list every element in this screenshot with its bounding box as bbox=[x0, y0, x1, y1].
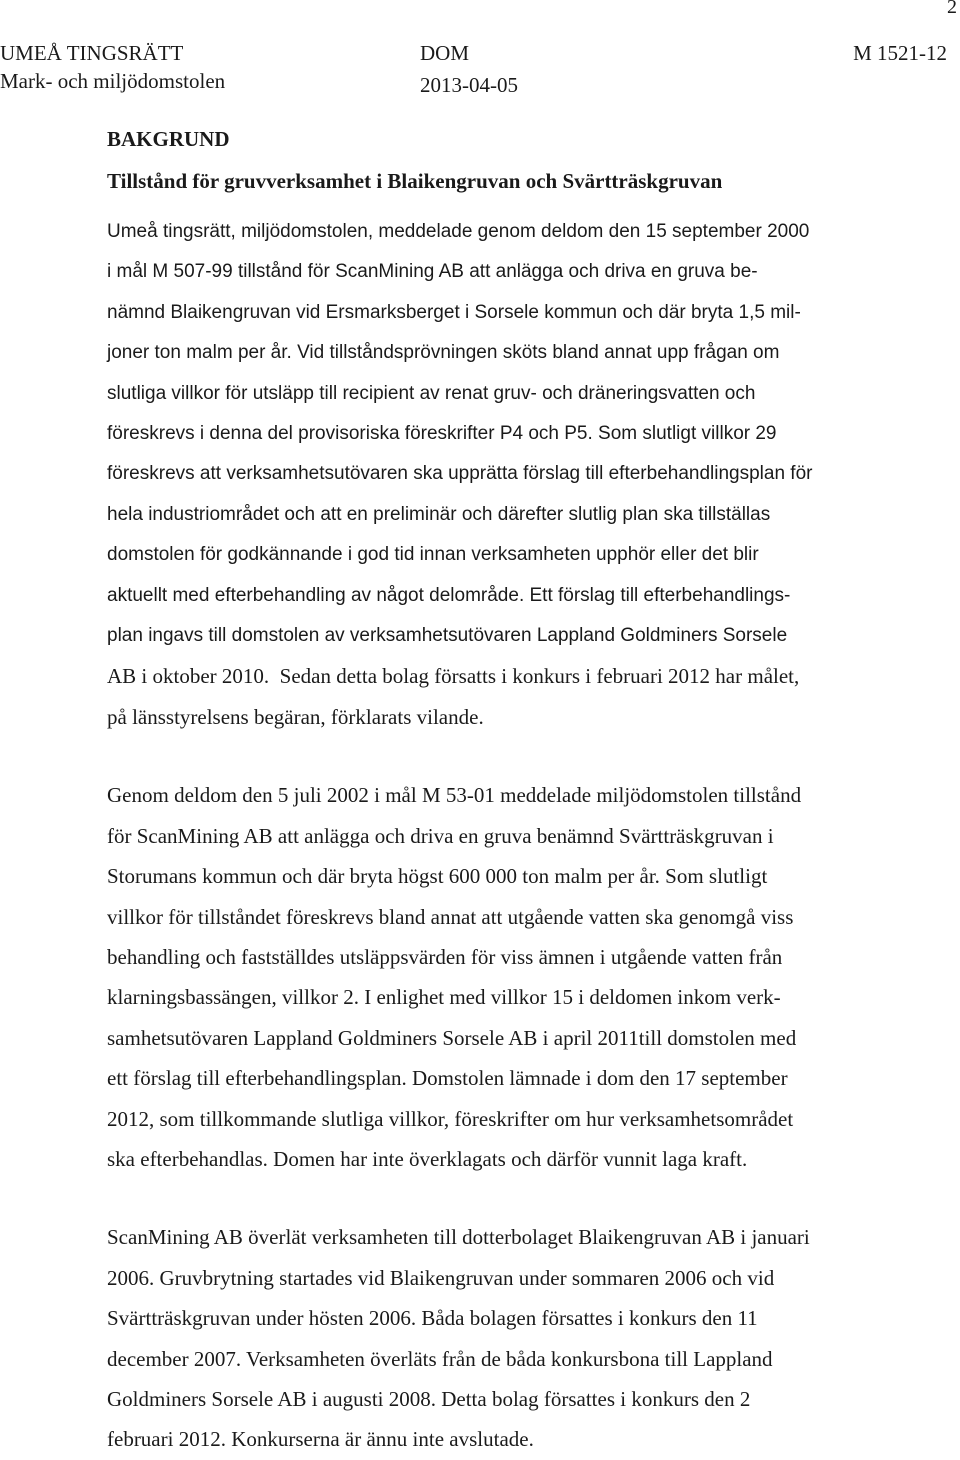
paragraph-line: villkor för tillståndet föreskrevs bland annat att utgående vatten ska genomgå viss bbox=[107, 904, 794, 929]
document-type: DOM bbox=[420, 41, 470, 65]
paragraph-1 bbox=[107, 212, 907, 737]
paragraph-line: för ScanMining AB att anlägga och driva en gruva benämnd Svärtträskgruvan i bbox=[107, 823, 774, 848]
paragraph-line: ska efterbehandlas. Domen har inte överklagats och därför vunnit laga kraft. bbox=[107, 1146, 748, 1171]
case-number: M 1521-12 bbox=[853, 41, 947, 65]
page-number: 2 bbox=[947, 0, 957, 18]
paragraph-line: ScanMining AB överlät verksamheten till dotterbolaget Blaikengruvan AB i januari bbox=[107, 1225, 810, 1250]
paragraph-line: joner ton malm per år. Vid tillståndsprövningen sköts bland annat upp frågan om bbox=[107, 342, 780, 364]
section-subheading: Tillstånd för gruvverksamhet i Blaikengruvan och Svärtträskgruvan bbox=[107, 169, 723, 193]
paragraph-line: domstolen för godkännande i god tid innan verksamheten upphör eller det blir bbox=[107, 544, 759, 566]
paragraph-line: hela industriområdet och att en preliminär och därefter slutlig plan ska tillställas bbox=[107, 503, 771, 525]
paragraph-line: Goldminers Sorsele AB i augusti 2008. Detta bolag försattes i konkurs den 2 bbox=[107, 1386, 751, 1411]
paragraph-line: AB i oktober 2010. Sedan detta bolag försatts i konkurs i februari 2012 har målet, bbox=[107, 664, 800, 689]
paragraph-line: föreskrevs att verksamhetsutövaren ska upprätta förslag till efterbehandlingsplan för bbox=[107, 463, 813, 485]
paragraph-line: 2012, som tillkommande slutliga villkor, föreskrifter om hur verksamhetsområdet bbox=[107, 1106, 794, 1131]
paragraph-line: december 2007. Verksamheten överläts från de båda konkursbona till Lappland bbox=[107, 1346, 773, 1371]
paragraph-line: Svärtträskgruvan under hösten 2006. Båda bolagen försattes i konkurs den 11 bbox=[107, 1306, 758, 1331]
paragraph-line: Genom deldom den 5 juli 2002 i mål M 53-01 meddelade miljödomstolen tillstånd bbox=[107, 783, 802, 808]
paragraph-line: ett förslag till efterbehandlingsplan. Domstolen lämnade i dom den 17 september bbox=[107, 1066, 788, 1091]
paragraph-line: föreskrevs i denna del provisoriska föreskrifter P4 och P5. Som slutligt villkor 29 bbox=[107, 423, 777, 445]
document-date: 2013-04-05 bbox=[420, 73, 518, 97]
paragraph-line: klarningsbassängen, villkor 2. I enlighet med villkor 15 i deldomen inkom verk- bbox=[107, 985, 781, 1010]
paragraph-line: behandling och fastställdes utsläppsvärden för viss ämnen i utgående vatten från bbox=[107, 944, 783, 969]
paragraph-line: nämnd Blaikengruvan vid Ersmarksberget i Sorsele kommun och där bryta 1,5 mil- bbox=[107, 301, 801, 323]
paragraph-line: aktuellt med efterbehandling av något delområde. Ett förslag till efterbehandlings- bbox=[107, 584, 791, 606]
court-name: UMEÅ TINGSRÄTT bbox=[0, 41, 184, 65]
paragraph-line: 2006. Gruvbrytning startades vid Blaikengruvan under sommaren 2006 och vid bbox=[107, 1265, 775, 1290]
court-department: Mark- och miljödomstolen bbox=[0, 69, 226, 93]
paragraph-line: Umeå tingsrätt, miljödomstolen, meddelade genom deldom den 15 september 2000 bbox=[107, 221, 810, 242]
paragraph-line: i mål M 507-99 tillstånd för ScanMining AB att anlägga och driva en gruva be- bbox=[107, 261, 758, 283]
paragraph-line: Storumans kommun och där bryta högst 600 000 ton malm per år. Som slutligt bbox=[107, 864, 768, 889]
paragraph-3 bbox=[107, 1217, 907, 1459]
paragraph-line: slutliga villkor för utsläpp till recipient av renat gruv- och dräneringsvatten och bbox=[107, 382, 756, 404]
paragraph-2 bbox=[107, 775, 907, 1179]
document-body bbox=[107, 124, 907, 1460]
section-heading: BAKGRUND bbox=[107, 127, 230, 151]
paragraph-line: samhetsutövaren Lappland Goldminers Sorsele AB i april 2011till domstolen med bbox=[107, 1025, 797, 1050]
paragraph-line: plan ingavs till domstolen av verksamhetsutövaren Lappland Goldminers Sorsele bbox=[107, 625, 788, 647]
paragraph-line: februari 2012. Konkurserna är ännu inte avslutade. bbox=[107, 1427, 534, 1452]
paragraph-line: på länsstyrelsens begäran, förklarats vilande. bbox=[107, 704, 484, 729]
